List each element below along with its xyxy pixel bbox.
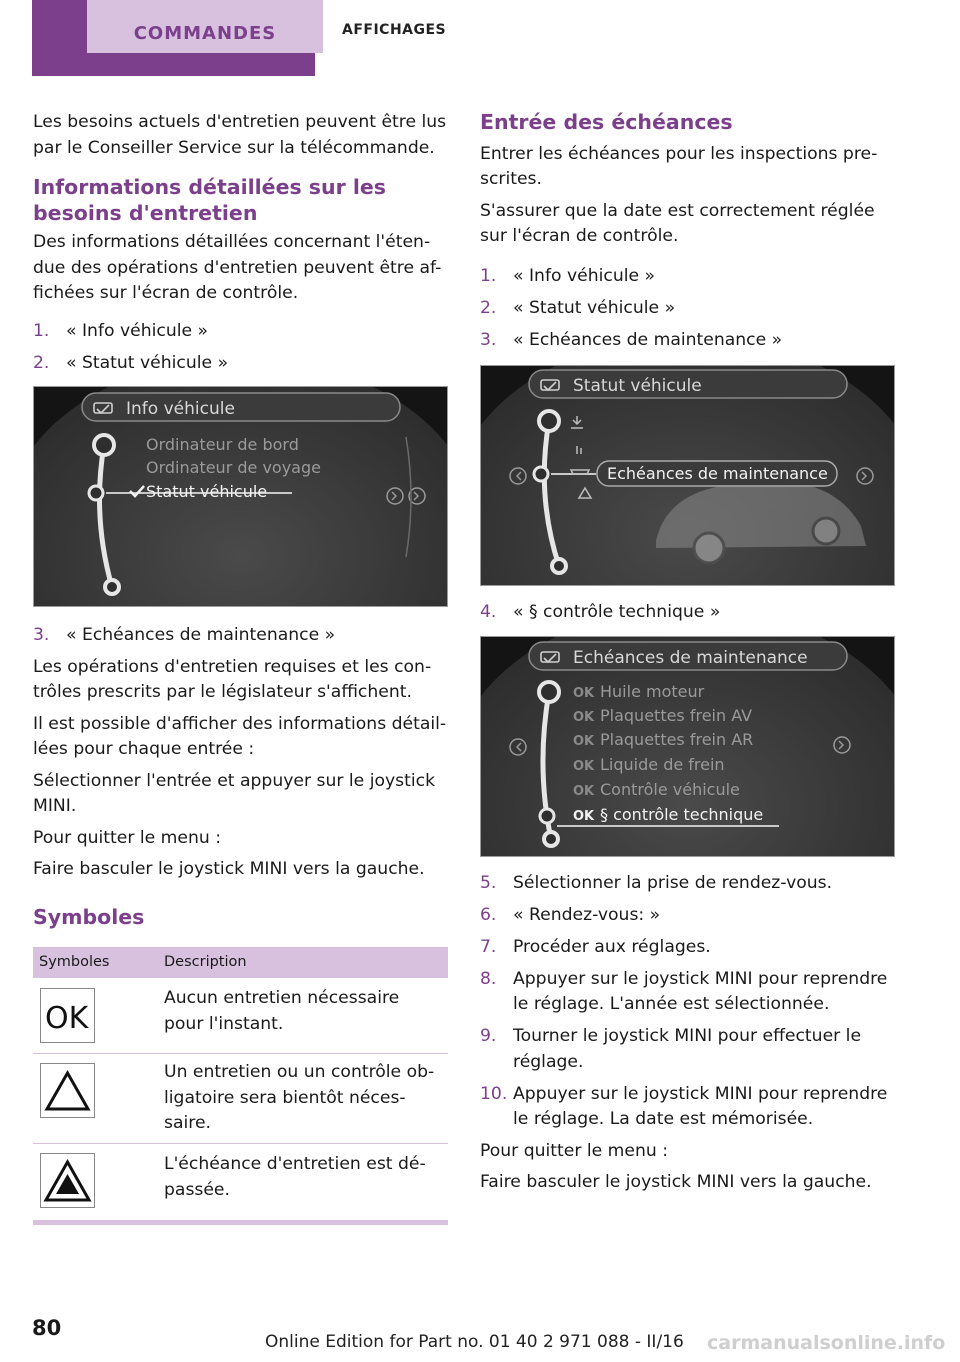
heading-symboles: Symboles [33,904,145,929]
paragraph: Il est possible d'afficher des informations détail-lées pour chaque entrée : [33,713,447,759]
tab-commandes-label: COMMANDES [87,0,323,53]
left-column [33,110,447,1225]
column-header-description: Description [164,954,247,970]
screen3-item-4: Liquide de frein [600,754,725,774]
ok-icon [40,988,95,1043]
list-item: 4. « § contrôle technique » [480,602,721,622]
intro-text: Les besoins actuels d'entretien peuvent être lus par le Conseiller Service sur la télécommande. [33,112,447,158]
right-column [480,110,895,1202]
screen2-title: Statut véhicule [573,376,702,396]
tab-affichages[interactable]: AFFICHAGES [342,22,447,38]
details-text: Des informations détaillées concernant l'éten-due des opérations d'entretien peuvent être af-fichées sur l'écran de contrôle. [33,232,442,303]
watermark: carmanualsonline.info [707,1332,946,1354]
svg-text:OK: OK [573,709,595,725]
screen3-item-5: Contrôle véhicule [600,779,740,799]
screen1-item-2: Ordinateur de voyage [146,458,321,477]
steps-list-a [480,264,895,354]
table-bottom-rule [33,1220,448,1225]
list-item: 2. « Statut véhicule » [33,352,229,373]
screen-echeances-maintenance [480,636,895,857]
list-item: 5. Sélectionner la prise de rendez-vous. [480,872,833,893]
svg-text:OK: OK [573,783,595,799]
list-item: 6. « Rendez-vous: » [480,904,661,925]
paragraph: Pour quitter le menu : [33,827,222,848]
list-item: 1. « Info véhicule » [33,320,209,341]
steps-list-a [33,319,447,377]
screen1-item-3: Statut véhicule [146,482,268,501]
heading-entree-echeances: Entrée des échéances [480,110,733,134]
screen3-title: Echéances de maintenance [573,647,808,668]
screen2-selected: Echéances de maintenance [607,464,828,483]
column-header-symboles: Symboles [39,954,110,970]
svg-text:OK: OK [573,685,595,701]
svg-text:OK: OK [573,758,595,774]
overdue-triangle-icon [40,1153,95,1208]
list-item: 10. Appuyer sur le joystick MINI pour reprendre le réglage. La date est mémorisée. [480,1083,888,1129]
svg-text:OK: OK [45,1001,89,1036]
list-item: 3. « Echéances de maintenance » [480,329,783,350]
symbols-table [33,947,448,1225]
list-item: 8. Appuyer sur le joystick MINI pour reprendre le réglage. L'année est sélectionnée. [480,968,888,1014]
paragraph: Pour quitter le menu : [480,1140,669,1161]
list-item: 3. « Echéances de maintenance » [33,625,336,645]
tab-commandes[interactable] [32,0,315,76]
paragraph: Entrer les échéances pour les inspections pre-scrites. [480,143,878,189]
screen3-item-6: § contrôle technique [600,804,764,824]
list-item: 7. Procéder aux réglages. [480,936,711,957]
edition-footer: Online Edition for Part no. 01 40 2 971 088 - II/16 [265,1332,684,1352]
page-number: 80 [32,1316,62,1340]
steps-list-b [33,623,447,649]
table-header [33,947,448,978]
row-description: L'échéance d'entretien est dé-passée. [164,1154,426,1200]
paragraph: S'assurer que la date est correctement réglée sur l'écran de contrôle. [480,200,875,246]
screen3-item-2: Plaquettes frein AV [600,705,753,725]
paragraph: Faire basculer le joystick MINI vers la gauche. [33,859,425,879]
row-description: Un entretien ou un contrôle ob-ligatoire sera bientôt néces-saire. [164,1062,435,1133]
screen1-item-1: Ordinateur de bord [146,435,299,454]
screen3-item-3: Plaquettes frein AR [600,729,754,749]
warning-triangle-icon [40,1063,95,1118]
paragraph: Les opérations d'entretien requises et les con-trôles prescrits par le législateur s'affichent. [33,656,432,702]
paragraph: Sélectionner l'entrée et appuyer sur le joystick MINI. [33,770,436,816]
screen-statut-vehicule [480,365,895,586]
table-row [33,978,448,1054]
screen-info-vehicule [33,386,448,607]
table-row [33,1144,448,1220]
row-description: Aucun entretien nécessaire pour l'instant. [164,988,400,1034]
screen1-title: Info véhicule [126,399,235,419]
paragraph: Faire basculer le joystick MINI vers la gauche. [480,1172,872,1192]
svg-text:OK: OK [573,808,595,824]
screen3-item-1: Huile moteur [600,681,705,701]
svg-text:OK: OK [573,733,595,749]
steps-list-c [480,871,895,1133]
table-row [33,1054,448,1144]
steps-list-b [480,600,895,626]
list-item: 2. « Statut véhicule » [480,297,676,318]
heading-details: Informations détaillées sur les besoins d'entretien [33,175,386,225]
list-item: 9. Tourner le joystick MINI pour effectuer le réglage. [480,1026,862,1072]
list-item: 1. « Info véhicule » [480,265,656,286]
